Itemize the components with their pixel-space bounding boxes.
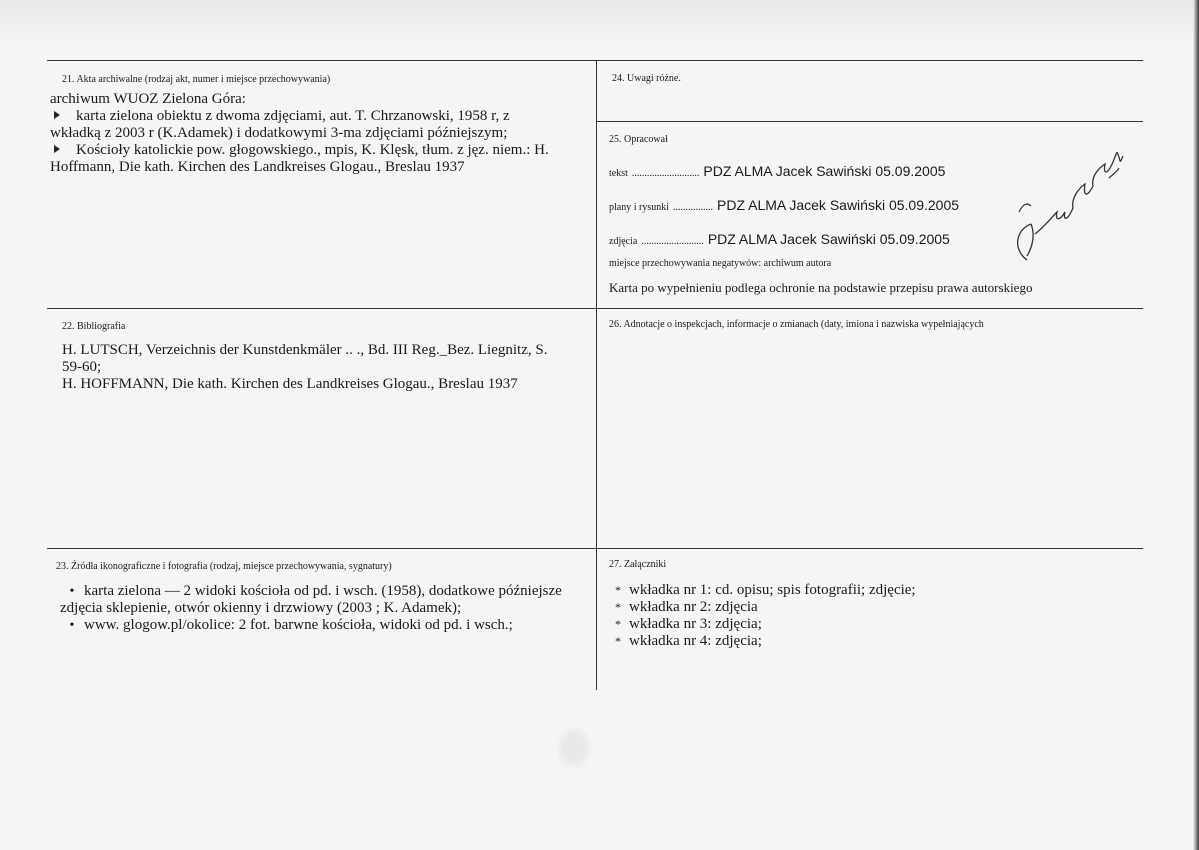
list-item: • karta zielona — 2 widoki kościoła od pd. i wsch. (1958), dodatkowe późniejsze [60, 583, 600, 600]
scan-edge-top [0, 0, 1199, 42]
signature-icon [1005, 138, 1135, 268]
author-row-photos [609, 231, 950, 249]
row-label: zdjęcia [609, 236, 638, 247]
dot-bullet-icon: • [69, 618, 75, 633]
scan-edge-right [1193, 0, 1199, 850]
author-row-plans [609, 197, 959, 215]
list-item-continuation: zdjęcia sklepienie, otwór okienny i drzwiowy (2003 ; K. Adamek); [60, 600, 462, 616]
triangle-bullet-icon [54, 111, 60, 119]
section-22-body [62, 342, 592, 393]
bibliography-line: H. LUTSCH, Verzeichnis der Kunstdenkmäler .. ., Bd. III Reg._Bez. Liegnitz, S. [62, 342, 548, 358]
section-21-body [50, 91, 590, 176]
asterisk-bullet-icon: * [615, 600, 621, 614]
section-24-label: 24. Uwagi różne. [612, 73, 681, 84]
attachment-item: * wkładka nr 3: zdjęcia; [607, 616, 1137, 633]
row-dots: ........................... [631, 168, 700, 179]
scan-smudge [556, 726, 592, 770]
row-value: PDZ ALMA Jacek Sawiński 05.09.2005 [717, 197, 960, 213]
author-row-text [609, 163, 945, 181]
row-label: plany i rysunki [609, 202, 669, 213]
row-value: PDZ ALMA Jacek Sawiński 05.09.2005 [707, 231, 950, 247]
section-27-body [607, 582, 1137, 650]
section-25-label: 25. Opracował [609, 134, 668, 145]
section-27-label: 27. Załączniki [609, 559, 667, 570]
attachment-item: * wkładka nr 1: cd. opisu; spis fotografii; zdjęcie; [607, 582, 1137, 599]
dot-bullet-icon: • [69, 584, 75, 599]
row-label: tekst [609, 168, 628, 179]
section-21-label: 21. Akta archiwalne (rodzaj akt, numer i miejsce przechowywania) [62, 74, 331, 85]
list-item: Kościoły katolickie pow. głogowskiego., mpis, K. Klęsk, tłum. z jęz. niem.: H. [50, 142, 590, 159]
section-23-body [60, 583, 600, 634]
list-item-continuation: Hoffmann, Die kath. Kirchen des Landkreises Glogau., Breslau 1937 [50, 159, 465, 175]
attachment-item: * wkładka nr 2: zdjęcia [607, 599, 1137, 616]
copyright-note: Karta po wypełnieniu podlega ochronie na podstawie przepisu prawa autorskiego [609, 280, 1033, 295]
row-dots: ................ [673, 202, 713, 213]
section-22-label: 22. Bibliografia [62, 321, 126, 332]
triangle-bullet-icon [54, 145, 60, 153]
rule-24-25 [596, 121, 1143, 122]
asterisk-bullet-icon: * [615, 617, 621, 631]
asterisk-bullet-icon: * [615, 634, 621, 648]
list-item-continuation: wkładką z 2003 r (K.Adamek) i dodatkowymi 3-ma zdjęciami późniejszym; [50, 125, 508, 141]
rule-row2-row3 [47, 548, 1143, 549]
row-dots: ......................... [641, 236, 704, 247]
section-21-intro: archiwum WUOZ Zielona Góra: [50, 91, 246, 107]
bibliography-line: H. HOFFMANN, Die kath. Kirchen des Landkreises Glogau., Breslau 1937 [62, 376, 518, 392]
section-26-label: 26. Adnotacje o inspekcjach, informacje o zmianach (daty, imiona i nazwiska wypełniających [609, 319, 984, 330]
rule-row1-row2 [47, 308, 1143, 309]
asterisk-bullet-icon: * [615, 583, 621, 597]
section-23-label: 23. Źródła ikonograficzne i fotografia (rodzaj, miejsce przechowywania, sygnatury) [56, 561, 392, 572]
bibliography-line: 59-60; [62, 359, 102, 375]
list-item: karta zielona obiektu z dwoma zdjęciami, aut. T. Chrzanowski, 1958 r, z [50, 108, 590, 125]
list-item: • www. glogow.pl/okolice: 2 fot. barwne kościoła, widoki od pd. i wsch.; [60, 617, 600, 634]
rule-top [47, 60, 1143, 61]
negatives-location: miejsce przechowywania negatywów: archiwum autora [609, 258, 832, 269]
attachment-item: * wkładka nr 4: zdjęcia; [607, 633, 1137, 650]
row-value: PDZ ALMA Jacek Sawiński 05.09.2005 [703, 163, 946, 179]
